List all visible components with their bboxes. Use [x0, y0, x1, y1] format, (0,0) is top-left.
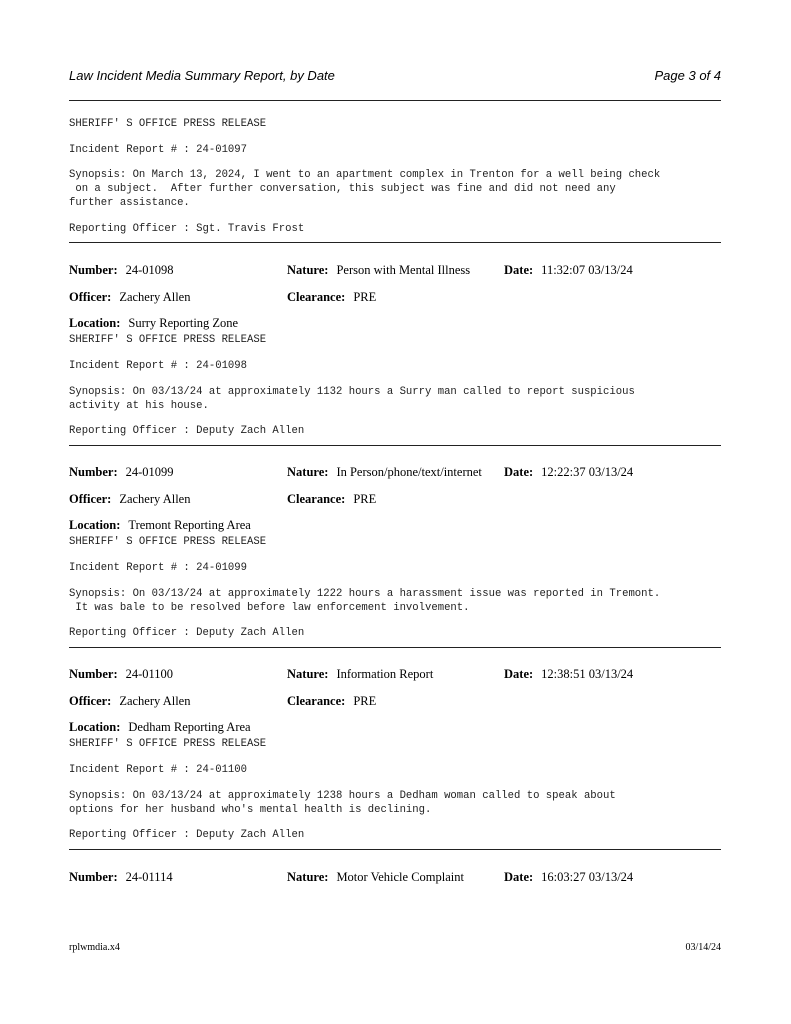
section-divider — [69, 849, 721, 850]
incident-nature: Nature: Motor Vehicle Complaint — [287, 870, 464, 884]
synopsis-line: activity at his house. — [69, 400, 209, 412]
incident-officer: Officer: Zachery Allen — [69, 694, 191, 708]
page-number: Page 3 of 4 — [654, 68, 721, 83]
press-release-heading: SHERIFF' S OFFICE PRESS RELEASE — [69, 334, 267, 346]
reporting-officer: Reporting Officer : Deputy Zach Allen — [69, 425, 305, 437]
press-release-heading: SHERIFF' S OFFICE PRESS RELEASE — [69, 738, 267, 750]
incident-date: Date: 16:03:27 03/13/24 — [504, 870, 634, 884]
synopsis-line: Synopsis: On 03/13/24 at approximately 1132 hours a Surry man called to report suspicious — [69, 386, 635, 398]
incident-clearance: Clearance: PRE — [287, 694, 377, 708]
incident-number: Number: 24-01100 — [69, 667, 174, 681]
synopsis-line: It was bale to be resolved before law enforcement involvement. — [69, 602, 470, 614]
synopsis-line: Synopsis: On March 13, 2024, I went to an apartment complex in Trenton for a well being check — [69, 169, 661, 181]
incident-location: Location: Dedham Reporting Area — [69, 720, 251, 734]
press-release-heading: SHERIFF' S OFFICE PRESS RELEASE — [69, 118, 267, 130]
incident-clearance: Clearance: PRE — [287, 492, 377, 506]
incident-nature: Nature: In Person/phone/text/internet — [287, 465, 482, 479]
synopsis-line: options for her husband who's mental health is declining. — [69, 804, 432, 816]
footer-print-date: 03/14/24 — [685, 942, 721, 953]
incident-location: Location: Surry Reporting Zone — [69, 316, 239, 330]
incident-date: Date: 12:38:51 03/13/24 — [504, 667, 634, 681]
incident-officer: Officer: Zachery Allen — [69, 492, 191, 506]
reporting-officer: Reporting Officer : Sgt. Travis Frost — [69, 223, 305, 235]
page-header — [69, 68, 721, 101]
incident-report-number: Incident Report # : 24-01099 — [69, 562, 248, 574]
synopsis-line: Synopsis: On 03/13/24 at approximately 1238 hours a Dedham woman called to speak about — [69, 790, 616, 802]
synopsis-line: further assistance. — [69, 197, 190, 209]
incident-number: Number: 24-01099 — [69, 465, 174, 479]
incident-officer: Officer: Zachery Allen — [69, 290, 191, 304]
section-divider — [69, 242, 721, 243]
incident-location: Location: Tremont Reporting Area — [69, 518, 251, 532]
incident-report-number: Incident Report # : 24-01100 — [69, 764, 248, 776]
incident-nature: Nature: Information Report — [287, 667, 434, 681]
section-divider — [69, 647, 721, 648]
synopsis-line: on a subject. After further conversation, this subject was fine and did not need any — [69, 183, 616, 195]
incident-date: Date: 12:22:37 03/13/24 — [504, 465, 634, 479]
section-divider — [69, 445, 721, 446]
report-title: Law Incident Media Summary Report, by Date — [69, 68, 335, 83]
footer-report-code: rplwmdia.x4 — [69, 942, 120, 953]
synopsis-line: Synopsis: On 03/13/24 at approximately 1222 hours a harassment issue was reported in Tremont. — [69, 588, 661, 600]
incident-report-number: Incident Report # : 24-01098 — [69, 360, 248, 372]
incident-nature: Nature: Person with Mental Illness — [287, 263, 471, 277]
reporting-officer: Reporting Officer : Deputy Zach Allen — [69, 627, 305, 639]
incident-clearance: Clearance: PRE — [287, 290, 377, 304]
incident-date: Date: 11:32:07 03/13/24 — [504, 263, 633, 277]
press-release-heading: SHERIFF' S OFFICE PRESS RELEASE — [69, 536, 267, 548]
reporting-officer: Reporting Officer : Deputy Zach Allen — [69, 829, 305, 841]
incident-number: Number: 24-01114 — [69, 870, 173, 884]
incident-number: Number: 24-01098 — [69, 263, 174, 277]
incident-report-number: Incident Report # : 24-01097 — [69, 144, 248, 156]
